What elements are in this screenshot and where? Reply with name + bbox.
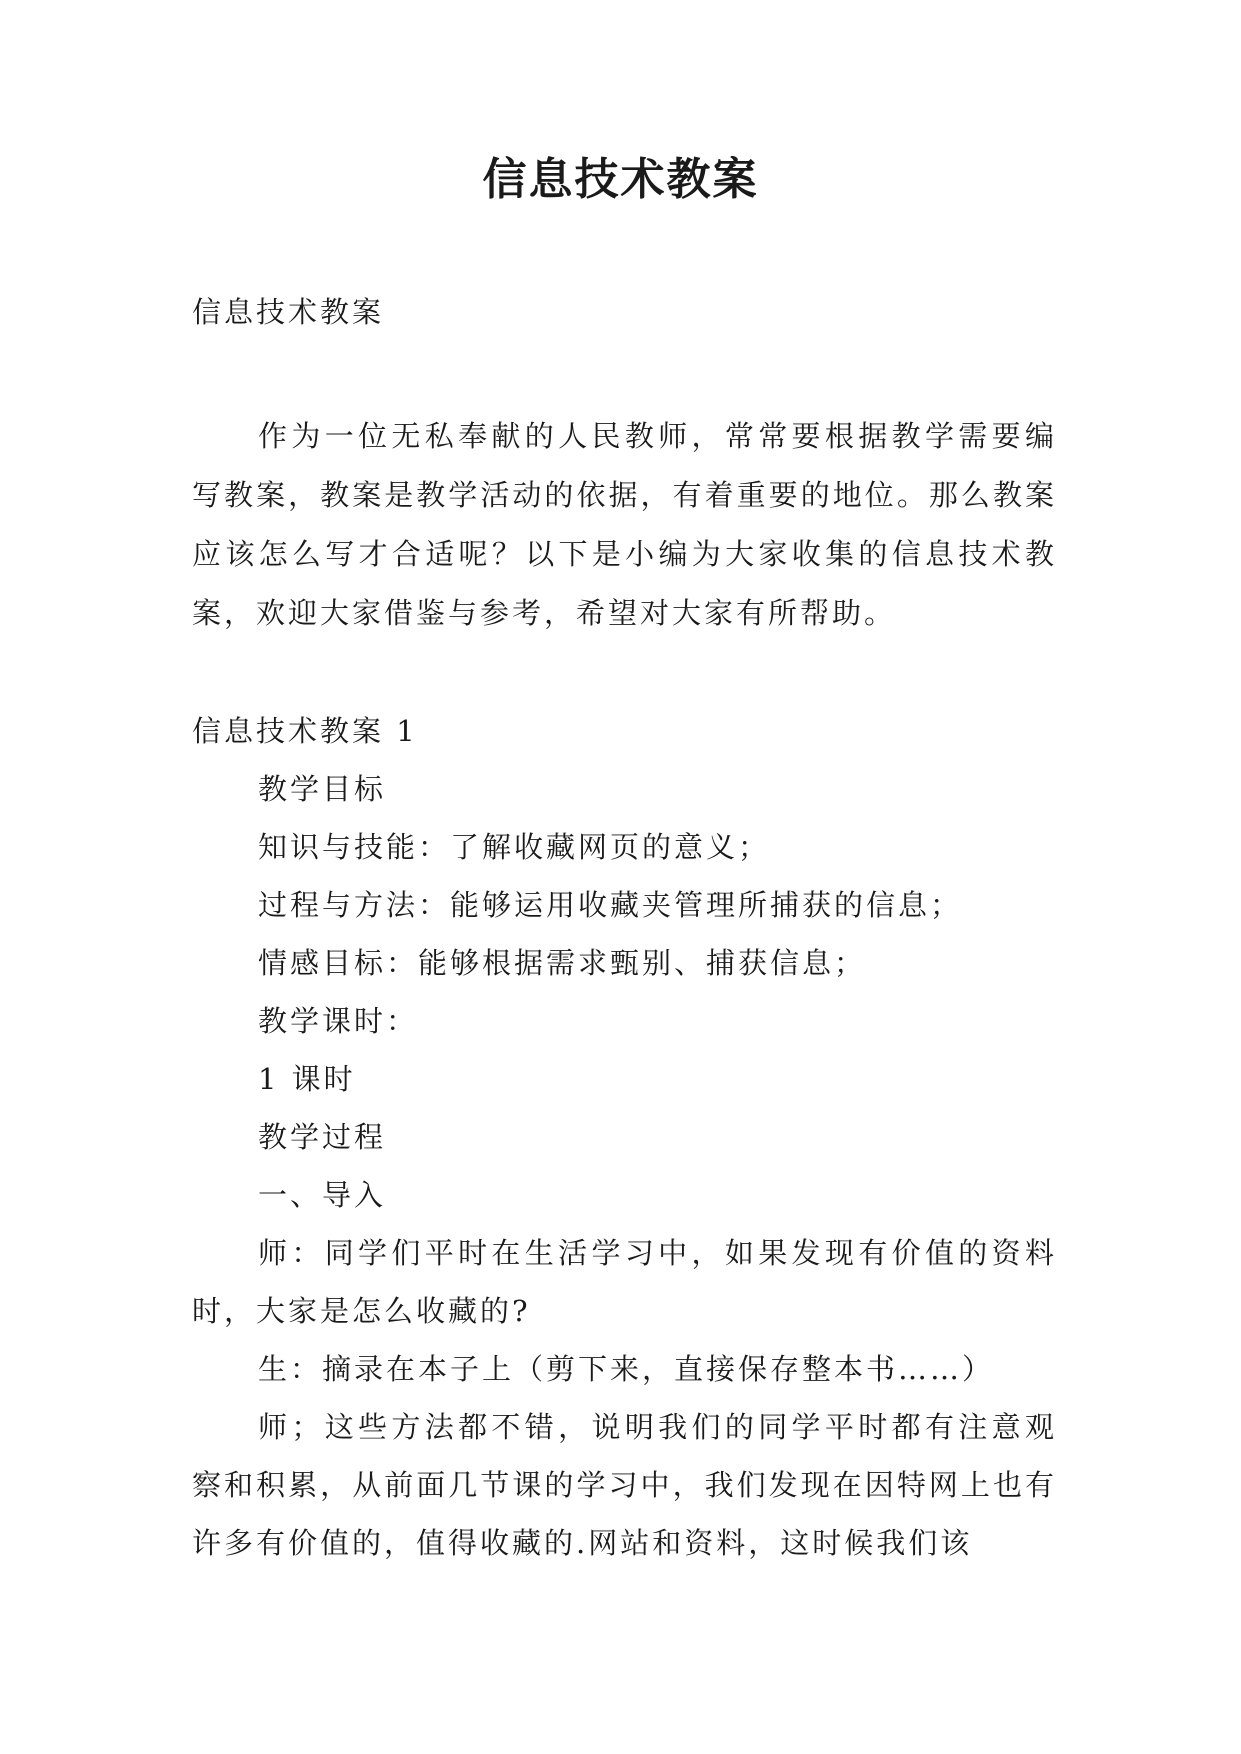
intro-paragraph: 作为一位无私奉献的人民教师，常常要根据教学需要编写教案，教案是教学活动的依据，有着重要的地位。那么教案应该怎么写才合适呢？以下是小编为大家收集的信息技术教案，欢迎大家借鉴与参考，希望对大家有所帮助。 bbox=[192, 419, 1057, 630]
paragraph-process-method: 过程与方法：能够运用收藏夹管理所捕获的信息； bbox=[258, 888, 963, 922]
paragraph-class-hours-value: 1 课时 bbox=[258, 1062, 356, 1096]
paragraph-teaching-goals: 教学目标 bbox=[258, 772, 387, 806]
paragraph-student-answer: 生：摘录在本子上（剪下来，直接保存整本书……） bbox=[258, 1352, 995, 1386]
paragraph-introduction: 一、导入 bbox=[258, 1178, 387, 1212]
document-title: 信息技术教案 bbox=[482, 154, 759, 205]
paragraph-knowledge-skills: 知识与技能：了解收藏网页的意义； bbox=[258, 830, 771, 864]
document-subtitle: 信息技术教案 bbox=[192, 295, 385, 329]
section-heading: 信息技术教案 1 bbox=[192, 714, 418, 748]
paragraph-emotional-goal: 情感目标：能够根据需求甄别、捕获信息； bbox=[258, 946, 867, 980]
lesson-plan-section-1 bbox=[192, 702, 1057, 1572]
paragraph-class-hours-label: 教学课时： bbox=[258, 1004, 419, 1038]
paragraph-teacher-question: 师：同学们平时在生活学习中，如果发现有价值的资料时，大家是怎么收藏的? bbox=[192, 1236, 1057, 1328]
paragraph-teaching-process: 教学过程 bbox=[258, 1120, 387, 1154]
paragraph-teacher-response: 师；这些方法都不错，说明我们的同学平时都有注意观察和积累，从前面几节课的学习中，我们发现在因特网上也有许多有价值的，值得收藏的.网站和资料，这时候我们该 bbox=[192, 1410, 1057, 1560]
